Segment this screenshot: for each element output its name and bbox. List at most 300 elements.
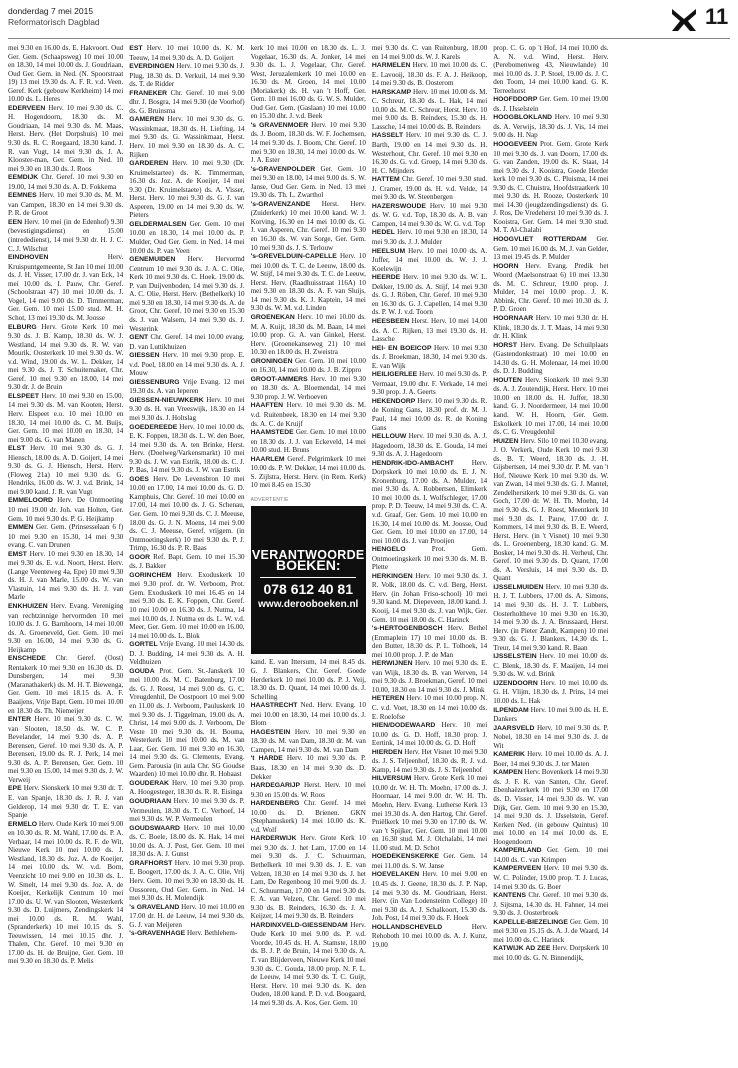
place-name: 's-GRAVENPOLDER bbox=[250, 165, 316, 173]
service-entry bbox=[8, 602, 123, 654]
service-entry bbox=[372, 852, 487, 870]
service-entry bbox=[8, 820, 123, 966]
newspaper-logo-icon bbox=[669, 5, 699, 35]
service-details: Herv. 10 mei (in de Edenhof) 9.30 (bevestigingsdienst) en 15.00 (intrededienst), 14 mei 9.30 dr. H. J. C. C. J. Wilschut bbox=[8, 217, 124, 253]
service-entry bbox=[493, 262, 608, 314]
service-details: Herv. 10 mei 9.30 ds. W. C. Polinder, 19.00 prop. T. J. Lucas, 14 mei 9.30 ds. G. Boer bbox=[493, 864, 609, 891]
service-entry bbox=[251, 728, 366, 755]
service-details: Herst. Herv. (Zuiderkerk) 10 mei 10.00 kand. W. J. Korving, 16.30 en 14 mei 10.00 ds. G. J. van Asperen, Chr. Geref. 10 mei 9.30 en 16.30 ds. W. van Sorge, Ger. Gem. 10 mei 9.30 ds. J. S. Terlouw bbox=[250, 199, 366, 252]
place-name: 's-GRAVENHAGE bbox=[129, 930, 186, 938]
place-name: GROOT-AMMERS bbox=[250, 375, 308, 383]
service-details: Vrije Evang. 12 mei 19.30 ds. A. van Ieperen bbox=[129, 377, 245, 396]
place-name: GROENEKAN bbox=[250, 313, 295, 321]
place-name: GRAFHORST bbox=[129, 859, 173, 867]
service-entry bbox=[251, 428, 366, 455]
service-entry bbox=[493, 706, 608, 724]
service-details: Herv. Sionskerk 10 mei 9.30 dr. T. E. van Spanje, 18.30 ds. J. R. J. van Gelderop, 14 mei 9.30 dr. T. E. van Spanje bbox=[8, 784, 124, 820]
service-details: Herv. 10 mei 9.30 prop. E. v.d. Poel, 18.00 en 14 mei 9.30 ds. A. J. Mouw bbox=[129, 351, 245, 378]
service-entry bbox=[8, 784, 123, 819]
service-details: Herv. 10 mei 9.30 ds. M. M. van Campen, 18.30 en 14 mei 9.30 ds. P. R. de Groot bbox=[8, 191, 124, 218]
service-details: Herv. Evang. Vereniging van rechtzinnige hervormden 10 mei 10.00 ds. J. G. Barnhoorn, 14 mei 10.00 ds. A. Groeneveld, Ger. Gem. 10 mei 9.30 en 16.00, 14 mei 9.30 ds. G. Heijkamp bbox=[8, 602, 124, 654]
advertisement-box[interactable] bbox=[251, 506, 366, 654]
place-name: HARDEGARIJP bbox=[250, 782, 301, 790]
place-name: EEMDIJK bbox=[8, 174, 39, 182]
service-details: Herv. De Levensbron 10 mei 10.00 en 17.00, 14 mei 10.00 ds. G. D. Kamphuis, Chr. Geref. 10 mei 10.00 en 17.00, 14 mei 10.00 ds. J. G. Schenau, Ger. Gem. 10 mei 9.30 ds. C. J. Meeuse, 18.00 ds. G. J. N. Moens, 14 mei 9.00 ds. C. J. Meeuse, Geref. vrijgem. (in Ontmoetingskerk) 10 mei 9.30 ds. P. J. Trimp, 16.30 ds. P. R. Baas bbox=[129, 474, 245, 553]
service-entry bbox=[251, 834, 366, 920]
place-name: GOES bbox=[129, 475, 149, 483]
service-details: Herv. 10 mei 9.30 ds. W. G. v.d. Top, 18.30 ds. A. B. van Campen, 14 mei 9.30 ds. W. G. v.d. Top bbox=[371, 201, 488, 228]
place-name: HETEREN bbox=[371, 695, 405, 703]
place-name: GOEDEREEDE bbox=[129, 423, 178, 431]
place-name: HAZERSWOUDE bbox=[371, 202, 426, 210]
place-name: ILPENDAM bbox=[493, 706, 529, 714]
service-details: Herv. 10 mei 9.30 dr. H. Klink, 18.30 ds. J. T. Maas, 14 mei 9.30 dr. H. Klink bbox=[493, 313, 609, 341]
service-details: Herv. 10 mei 9.30 ds. J. Broekman, 18.30, 14 mei 9.30 ds. E. van Wijk bbox=[371, 343, 488, 370]
service-entry bbox=[372, 624, 487, 659]
service-entry bbox=[372, 370, 487, 397]
service-details: Vrije Evang. 10 mei 14.30 ds. D. J. Budding, 14 mei 9.30 ds. A. H. Veldhuizen bbox=[129, 640, 245, 667]
service-entry bbox=[493, 724, 608, 751]
service-entry bbox=[493, 376, 608, 437]
service-details: Herv. Exoduskerk 10 mei 9.30 prof. dr. W. Verboom, Prot. Gem. Exoduskerk 10 mei 16.45 en 14 mei 9.30 ds. E. K. Foppen, Chr. Geref. 10 mei 10.00 en 16.30 ds. J. Nutma, 14 mei 10.00 ds. J. Nutma en ds. L. W. v.d. Meer, Ger. Gem. 10 mei 10.00 en 16.00, 14 mei 10.00 ds. L. Blok bbox=[129, 570, 245, 640]
service-details: Herv. 10 mei 9.00 en 10.45 ds. J. Geene, 18.30 ds. J. P. Nap, 14 mei 9.30 ds. M. Goudriaan, Herst. Herv. (in Van Lodensteinn College) 10 mei 9.30 ds. A. J. Schalkoort, 15.30 ds. Joh. Post, 14 mei 9.30 ds. F. Hoek bbox=[371, 870, 488, 923]
service-entry bbox=[251, 357, 366, 375]
service-details: Herv. 10 mei 9.30 (Dr. Kruimelstartee) ds. K. Timmerman, 16.30 ds. Joz. A. de Koeijer, 14 mei 9.30 (Dr. Kruimelstaete) ds. A. Visser, Herst. Herv. 10 mei 9.30 ds. G. J. van Asperen, 19.00 en 14 mei 9.30 ds. W. Pieters bbox=[129, 159, 245, 220]
place-name: EMST bbox=[8, 550, 27, 558]
service-entry bbox=[8, 444, 123, 496]
service-details: Herv. 10 mei 9.30 ds. P. Nobel, 18.30 en 14 mei 9.30 ds. J. de Wit bbox=[493, 723, 609, 750]
ad-headline: VERANTWOORDE bbox=[251, 547, 365, 562]
text-column bbox=[493, 44, 608, 1062]
service-details: Herv. Het Visnet 10 mei 9.30 ds. J. S. Teljeenhof, 18.30 ds. R. J. v.d. Kamp, 14 mei 9.30 ds. J. S. Teljeenhof bbox=[371, 747, 488, 774]
text-column bbox=[372, 44, 487, 1062]
place-name: HOOGEVEEN bbox=[493, 141, 537, 149]
service-entry bbox=[493, 140, 608, 235]
service-entry bbox=[129, 89, 244, 116]
service-entry bbox=[8, 392, 123, 444]
service-details: prop. C. G. op 't Hof, 14 mei 10.00 ds. A. N. v.d. Wind, Herst. Herv. (Perebomenweg 43, Nieuwlande) 10 mei 10.00 ds. J. P. Stoel, 19.00 ds. J. C. den Toom, 14 mei 10.00 kand. G. K. Terreehorst bbox=[493, 44, 609, 95]
service-details: Herv. 10 mei 9.30 ds. G. Wassinkmaat, 18.30 ds. H. Liefting, 14 mei 9.30 ds. G. Wassinkmaat, Herst. Herv. 10 mei 9.30 en 18.30 ds. A. C. Rijken bbox=[129, 115, 245, 159]
place-name: ENKHUIZEN bbox=[8, 603, 48, 610]
service-details: Herv. 10 mei 9.30 ds. M. v.d. Ruitenbeek, 18.30 en 14 mei 9.30 ds. A. C. de Kruijf bbox=[250, 401, 366, 428]
service-entry bbox=[129, 903, 244, 930]
service-entry bbox=[372, 131, 487, 175]
service-details: Herv. Dorpskerk 10 mei 10.00 ds. E. J. N. Kronenburg, 17.00 ds. A. Mulder, 14 mei 9.30 ds. A. Robbertsen, Elimkerk 10 mei 10.00 ds. I. Wolfschleger, 17.00 prop. P. D. Teeuw, 14 mei 9.30 ds. C. A. v.d. Graaf, Ger. Gem. 10 mei 10.00 en 16.30, 14 mei 10.00 ds. M. Joosse, Oud Ger. Gem. 10 mei 10.00 en 17.00, 14 mei 10.00 ds. J. van Prooijen bbox=[371, 458, 488, 545]
place-name: IJSSELSTEIN bbox=[493, 653, 537, 661]
place-name: GENT bbox=[129, 334, 149, 342]
service-entry bbox=[129, 423, 244, 475]
place-name: GAMEREN bbox=[129, 116, 165, 124]
service-details: Ger. Gem. 14 mei 11.00 ds. S. W. Janse bbox=[371, 852, 488, 870]
place-name: EINDHOVEN bbox=[8, 254, 49, 262]
service-details: Herv. Dorpskerk 10 mei 10.00 ds. G. N. Binnendijk, bbox=[493, 944, 609, 962]
service-entry bbox=[129, 640, 244, 667]
service-entry bbox=[372, 870, 487, 922]
service-details: Herv. Grote Kerk 10 mei 9.30 ds. J. B. Kamp, 18.30 ds. W. J. Westland, 14 mei 9.30 ds. R. W. van Mourik, Oosterkerk 10 mei 9.30 ds. W. v.d. Wind, 19.00 ds. W. L. Dekker, 14 mei 9.30 ds. J. T. Schuitemaker, Chr. Geref. 10 mei 9.30 en 18.00, 14 mei 9.30 dr. J. de Bruin bbox=[8, 322, 124, 392]
place-name: GOUDRIAAN bbox=[129, 798, 172, 806]
place-name: GIESSENBURG bbox=[129, 378, 180, 386]
header-date: donderdag 7 mei 2015 bbox=[8, 6, 94, 16]
service-entry bbox=[8, 104, 123, 173]
service-entry bbox=[8, 191, 123, 218]
service-entry bbox=[493, 652, 608, 679]
text-column bbox=[8, 44, 123, 1062]
service-details: Herv. Rehoboth 10 mei 10.00 ds. A. J. Kunz, 19.00 bbox=[371, 922, 488, 949]
service-entry bbox=[251, 165, 366, 200]
service-details: kerk 10 mei 10.00 en 18.30 ds. L. J. Vogelaar, 16.30 ds. A. Jonker, 14 mei 9.30 ds. L. J. Vogelaar, Chr. Geref. West, Jeruzalemkerk 10 mei 10.00 en 16.30 ds. M. Groen, 14 mei 10.00 (Moriakerk) ds. H. van 't Hoff, Ger. Gem. 10 mei 16.00 ds. G. W. S. Mulder, Oud Ger. Gem. (Gaslaan) 10 mei 10.00 en 15.30 dhr. J. v.d. Beek bbox=[250, 44, 366, 121]
service-entry bbox=[251, 252, 366, 313]
place-name: HOORN bbox=[493, 262, 519, 270]
service-details: Herv. 10 mei 9.30 ds. J. R. Volk, 18.00 ds. C. v.d. Berg, Herst. Herv. (in Johan Friso-school) 10 mei 9.30 kand. M. Diepeveen, 18.00 kand. J. Kooij, 14 mei 9.30 ds. J. van Wijk, Ger. Gem. 10 mei 18.00 ds. C. Harinck bbox=[371, 571, 488, 624]
service-entry bbox=[493, 113, 608, 140]
service-entry bbox=[372, 273, 487, 317]
service-details: Herv. Oude Kerk 10 mei 9.00 ds. P. v.d. Voorde, 10.45 ds. H. A. Stamste, 18.00 ds. B. J. P. de Bruin, 14 mei 9.30 ds. A. T. van Blijderveen, Nieuwe Kerk 10 mei 9.30 ds. C. Gouda, 18.00 prop. N. F. L. de Leeuw, 14 mei 9.30 ds. T. C. Guijt, Herst. Herv. 10 mei 9.30 ds. K. den Ouden, 18.00 kand. P. D. v.d. Boogaard, 14 mei 9.30 ds. A. Kos, Ger. Gem. 10 bbox=[250, 920, 366, 1007]
service-details: Herv. 10 mei 10.00 en 17.00 dr. H. de Leeuw, 14 mei 9.30 ds. G. J. van Meijeren bbox=[129, 902, 245, 929]
service-details: Ger. Gem. 10 mei 14.00 ds. C. van Krimpen bbox=[493, 846, 609, 864]
service-entry bbox=[8, 715, 123, 784]
service-details: Herv. Bovenkerk 14 mei 9.30 ds. J. F. K. van Santen, Chr. Geref. Ebenhaëzerkerk 10 mei 9.30 en 17.00 ds. D. Visser, 14 mei 9.30 ds. W. van Dijk, Ger. Gem. 10 mei 9.30 en 15.30, 14 mei 9.30 ds. J. IJsselstein, Geref. Kerken Ned. (in gebouw Quintus) 10 mei 10.00 en 14 mei 10.00 ds. E. Hoogendoorn bbox=[493, 768, 609, 846]
place-name: GORINCHEM bbox=[129, 571, 172, 579]
service-details: Herv. 10 mei 9.30 en 18.30 ds. M. van Dam, 18.30 dr. M. van Campen, 14 mei 9.30 ds. M. van Dam bbox=[250, 727, 366, 754]
service-entry bbox=[251, 455, 366, 490]
service-entry bbox=[493, 44, 608, 95]
service-details: kand. E. van Ittersum, 14 mei 8.45 ds. G. J. Blankers, Chr. Geref. Goede Herderkerk 10 mei 10.00 ds. P. J. Veij, 18.30 ds. D. Quant, 14 mei 10.00 ds. J. Schelling bbox=[250, 658, 366, 701]
service-details: Chr. Geref. 10 mei 9.30 en 19.00, 14 mei 9.30 ds. A. D. Fokkema bbox=[8, 173, 124, 191]
place-name: KAMERIK bbox=[493, 751, 525, 759]
service-details: Herst. Herv. 10 mei 9.30 en 15.00 ds. W. Roos bbox=[250, 781, 366, 799]
service-entry bbox=[129, 779, 244, 797]
place-name: HARDERWIJK bbox=[250, 835, 297, 843]
service-entry bbox=[129, 667, 244, 779]
place-name: EPE bbox=[8, 785, 22, 793]
place-name: GRONINGEN bbox=[250, 357, 293, 365]
service-entry bbox=[251, 375, 366, 402]
place-name: GELDERMALSEN bbox=[129, 220, 187, 228]
service-details: Herv. 10 mei 10.00 ds. T. C. de Leeuw, 18.00 ds. W. Stijf, 14 mei 9.30 ds. T. C. de Leeuw, Herst. Herv. (Raadhuisstraat 116A) 10 mei 9.30 en 18.30 ds. A. F. van Sluijs, 14 mei 9.30 ds. K. J. Kaptein, 14 mei 9.30 ds. W. M. v.d. Linden bbox=[250, 252, 366, 313]
service-entry bbox=[372, 659, 487, 694]
service-entry bbox=[129, 475, 244, 553]
service-entry bbox=[372, 774, 487, 852]
service-details: Herv. 10 mei 9.30 ds. C. H. Hogendoorn, 18.30 ds. M. Goudriaan, 14 mei 9.30 ds. M. Maas, Herst. Herv. (Het Dorpshuis) 10 mei 9.30 ds. R. C. Roegaard, 18.30 kand. J. R. van Vugt, 14 mei 9.30 ds. J. A. Klooster-man, Ger. Gem. in Ned. 10 mei 9.30 en 18.30 ds. J. Roos bbox=[8, 103, 124, 173]
service-details: Herv. 10 mei 9.30 prop. E. Boogert, 17.00 ds. J. A. C. Olie, Vrij Herv. Gem. 10 mei 9.30 en 18.30 ds. H. Oussoren, Oud Ger. Gem. in Ned. 14 mei 9.30 ds. H. Molendijk bbox=[129, 858, 245, 903]
place-name: HOEDEKENSKERKE bbox=[371, 853, 439, 861]
service-entry bbox=[251, 754, 366, 781]
service-entry bbox=[129, 571, 244, 640]
place-name: 's-GRAVENZANDE bbox=[250, 200, 311, 208]
service-entry bbox=[493, 583, 608, 652]
service-details: Chr. Geref. (Oost) Rentakerk 10 mei 9.30 en 16.30 ds. D. Dunsbergen, 14 mei 9.30 (Maranathakerk) ds. M. H. T. Biewenga, Ger. Gem. 10 mei 18.15 ds. A. F. Baaijens, Vrije Bapt. Gem. 10 mei 10.00 en 18.30 ds. Th. Niemeijer bbox=[8, 654, 124, 715]
place-name: HORST bbox=[493, 341, 517, 349]
service-details: Herv. 10 mei 10.00 prop. N. C. v.d. Voet, 18.30 en 14 mei 10.00 ds. E. Roelofse bbox=[371, 694, 488, 721]
place-name: GOUDERAK bbox=[129, 779, 169, 787]
service-entry bbox=[8, 550, 123, 602]
place-name: ELBURG bbox=[8, 323, 37, 331]
place-name: EST bbox=[129, 45, 143, 52]
service-entry bbox=[372, 694, 487, 721]
place-name: ELSPEET bbox=[8, 392, 39, 400]
service-entry bbox=[372, 61, 487, 88]
place-name: IJZENDOORN bbox=[493, 679, 538, 687]
service-details: Herv. 10 mei 10.00 ds. A. J. Boer, 14 mei 9.30 ds. J. ter Maten bbox=[493, 750, 609, 768]
place-name: GOUDA bbox=[129, 667, 155, 675]
place-name: ENSCHEDE bbox=[8, 655, 46, 663]
advertisement bbox=[251, 496, 366, 655]
service-details: Herv. Bethlehem- bbox=[186, 929, 238, 938]
place-name: HAASTRECHT bbox=[250, 702, 298, 710]
service-entry bbox=[493, 679, 608, 706]
service-details: Herv. Kruispuntgemeente, St Jan 10 mei 10.00 ds. J. H. Visser, 17.00 dr. J. van Eck, 14 mei 10.00 ds. I. Pauw, Chr. Geref. (Schoolstraat 47) 10 mei 10.00 ds. J. Vogel, 14 mei 9.00 ds. D. Timmerman, Ger. Gem. 10 mei 15.00 stud. M. H. Schot, 13 mei 19.30 ds. M. Joosse bbox=[8, 253, 124, 322]
service-details: Ger. Gem. 10 mei 16.00 ds. M. J. van Gelder, 13 mei 19.45 ds. P. Mulder bbox=[493, 235, 609, 262]
service-details: Herv. 10 mei 10.00 ds. C. Blenk, 18.30 ds. F. Maaijen, 14 mei 9.30 ds. W. v.d. Brink bbox=[493, 652, 609, 679]
service-details: Chr. Geref. 10 mei 9.30 stud. J. Cramer, 19.00 ds. H. v.d. Velde, 14 mei 9.30 ds. W. Steenbergen bbox=[371, 175, 488, 202]
place-name: GIESSEN-NIEUWKERK bbox=[129, 396, 204, 404]
place-name: KATWIJK AD ZEE bbox=[493, 945, 551, 953]
service-entry bbox=[8, 654, 123, 715]
service-entry bbox=[129, 797, 244, 824]
page-header bbox=[0, 0, 738, 44]
service-entry bbox=[251, 701, 366, 728]
place-name: IJSSELMUIDEN bbox=[493, 583, 544, 591]
service-details: Ned. Herv. Evang. 10 mei 10.00 en 18.30, 14 mei 10.00 ds. J. Blom bbox=[250, 701, 366, 728]
service-entry bbox=[493, 314, 608, 341]
service-details: Prot. Gem. Ontmoetingskerk 10 mei 9.30 ds. M. B. Plette bbox=[371, 545, 488, 572]
place-name: HAAMSTEDE bbox=[250, 429, 294, 437]
service-details: Prot. Gem. Grote Kerk 10 mei 9.30 ds. J. van Doorn, 17.00 ds. G. van Zanden, 19.00 ds. K. Staat, 14 mei 9.30 ds. J. Kooistra, Goede Herder kerk 10 mei 9.30 ds. C. Pluisma, 14 mei 9.30 ds. C. Chuistra, Hoofdstraatkerk 10 mei 9.30 ds. H. Rooze, Oosterkerk 10 mei 14.30 (jeugdzendingsdienst) ds. G. J. Ros, De Vredeherst 10 mei 9.30 ds. J. Kooistra, Ger. Gem. 14 mei 9.30 stud. M. T. Al-Chalabi bbox=[493, 140, 609, 235]
service-details: Herv. 10 mei 9.30 prop. A. Hoogesteger, 18.30 ds. R. R. Eisinga bbox=[129, 778, 245, 797]
service-details: Ger. Gem. 10 mei 9.30 en 18.00, 14 mei 9.00 ds. S. W. Janse, Oud Ger. Gem. in Ned. 13 mei 19.30 ds. Th. L. Zwarthol bbox=[250, 164, 366, 200]
service-entry bbox=[251, 401, 366, 428]
service-entry bbox=[493, 750, 608, 768]
ad-subheadline: BOEKEN: bbox=[275, 557, 341, 574]
place-name: HOORNAAR bbox=[493, 314, 534, 322]
place-name: HUIZEN bbox=[493, 437, 519, 445]
place-name: HARMELEN bbox=[371, 62, 411, 70]
place-name: HARSKAMP bbox=[371, 88, 412, 96]
service-entry bbox=[372, 344, 487, 371]
service-entry bbox=[129, 929, 244, 939]
page-number: 11 bbox=[705, 4, 729, 29]
service-details: Herv. 10 mei 9.30 ds. A. J. Hagedoorn, 18.30 ds. E. Gouda, 14 mei 9.30 ds. A. J. Hagedoorn bbox=[371, 432, 488, 459]
service-entry bbox=[493, 95, 608, 113]
service-details: mei 9.30 en 16.00 ds. E. Hakvoort. Oud Ger. Gem. (Schaapsweg) 10 mei 10.00 en 18.30, 14 mei 10.00 ds. J. Goudriaan, Oud Ger. Gem. in Ned. (N. Spoorstraat 19) 13 mei 19.30 ds. A. F. R. v.d. Veen. Geref. Kerk (gebouw Kerkheim) 14 mei 10.00 ds. L. Heres bbox=[8, 44, 124, 104]
service-entry bbox=[251, 121, 366, 165]
place-name: KAMPERLAND bbox=[493, 847, 542, 855]
service-details: Herv. 10 mei 9.30 ds. H. van Vreeswijk, 18.30 en 14 mei 9.30 ds. J. Holtslag bbox=[129, 395, 245, 422]
place-name: HEDEL bbox=[371, 229, 395, 237]
place-name: HILVERSUM bbox=[371, 775, 412, 783]
service-entry bbox=[129, 859, 244, 903]
service-entry bbox=[493, 944, 608, 962]
service-entry bbox=[493, 235, 608, 262]
service-details: Ger. Gem. 10 mei 10.00 en 18.30, 14 mei 10.00 ds. P. Mulder, Oud Ger. Gem. in Ned. 14 mei 10.00 ds. P. van Veen bbox=[129, 219, 245, 255]
service-entry bbox=[8, 496, 123, 523]
place-name: HELLOUW bbox=[371, 433, 407, 441]
place-name: EEN bbox=[8, 218, 22, 226]
place-name: KAMPERVEEN bbox=[493, 865, 542, 873]
text-column bbox=[251, 44, 366, 1062]
service-entry bbox=[129, 220, 244, 255]
place-name: GOOR bbox=[129, 553, 151, 561]
service-details: Chr. Geref. 14 mei 10.00 evang. D. van Luttikhuizen bbox=[129, 333, 245, 351]
place-name: HERKINGEN bbox=[371, 572, 413, 580]
place-name: JAARSVELD bbox=[493, 724, 535, 732]
place-name: EMMEN bbox=[8, 524, 34, 532]
service-entry bbox=[493, 864, 608, 891]
service-entry bbox=[129, 255, 244, 333]
service-details: mei 9.30 ds. C. van Ruitenburg, 18.00 en 14 mei 9.00 ds. W. J. Karels bbox=[371, 44, 488, 61]
service-details: Herv. 10 mei 9.30 ds. P. Vermeulen, 18.30 ds. T. C. Verhoef, 14 mei 9.30 ds. W. P. Vermeulen bbox=[129, 797, 245, 824]
service-details: Herv. 10 mei 10.00 ds. E. K. Foppen, 18.30 ds. L. W. den Boer, 14 mei 9.30 ds. A. ten Brinke, Herst. Herv. (Doelweg/Varkensmarkt) 10 mei 9.30 ds. J. W. van Estrik, 18.00 ds. C. J. P. Bas, 14 mei 9.30 ds. J. W. van Estrik bbox=[129, 422, 245, 475]
service-entry bbox=[251, 658, 366, 701]
service-entry bbox=[129, 44, 244, 62]
service-details: Geref. Pelgrimkerk 10 mei 10.00 ds. P. W. Dekker, 14 mei 10.00 ds. S. Zijlstra, Herst. Herv. (in Rem. Kerk) 10 mei 8.45 en 15.30 bbox=[250, 454, 366, 490]
service-details: Herv. 10 mei 9.30 ds. C. W. van Slooten, 18.50 ds. W. C. P. Bevelander, 14 mei 9.30 ds. A. P. Berensen, Geref. 10 mei 9.30 ds. A. P. Berensen, 19.00 ds. R. J. Perk, 14 mei 9.30 ds. A. P. Berensen, Ger. Gem. 10 mei 9.30 en 15.00, 14 mei 9.30 ds. J. W. Verweij bbox=[8, 715, 124, 784]
place-name: KAMPEN bbox=[493, 769, 523, 777]
place-name: HATTEM bbox=[371, 176, 400, 184]
service-entry bbox=[251, 313, 366, 357]
header-newspaper-name: Reformatorisch Dagblad bbox=[8, 17, 100, 27]
service-details: Herv. Grote Kerk 10 mei 9.30 ds. J. het Lam, 17.00 en 14 mei 9.30 ds. J. C. Schuurman, Bethelkerk 10 mei 9.30 ds. J. E. van Velzen, 18.30 en 14 mei 9.30 ds. J. het Lam, De Regenboog 10 mei 9.00 ds. J. C. Schuurman, 17.00 en 14 mei 9.30 ds. F. A. van Velzen, Chr. Geref. 10 mei 9.30 ds. B. Reinders, 16.30 ds. J. A. Keijzer, 14 mei 9.30 ds. B. Reinders bbox=[250, 834, 366, 921]
service-entry bbox=[372, 397, 487, 432]
place-name: HOLLANDSCHEVELD bbox=[371, 923, 443, 931]
service-details: Ger. Gem. 10 mei 9.30 en 15.15 ds. A. J. de Waard, 14 mei 10.00 ds. C. Harinck bbox=[493, 917, 609, 944]
place-name: HEKENDORP bbox=[371, 397, 416, 405]
service-entry bbox=[372, 247, 487, 274]
service-entry bbox=[8, 253, 123, 322]
service-entry bbox=[129, 115, 244, 159]
service-details: Herv. 10 mei 9.30 ds. P. Vermaat, 19.00 dhr. F. Verkade, 14 mei 9.30 prop. J. A. Geerts bbox=[371, 370, 488, 397]
service-details: Herv. 10 mei 9.30 ds. H. J. T. Lubbers, 17.00 ds. A. Simons, 14 mei 9.30 ds. H. J. T. Lubbers, Oosterholtheve 10 mei 9.30 en 16.30, 14 mei 9.30 ds. J. A. Brussaard, Herst. Herv. (in Pieter Zandt, Kampen) 10 mei 9.30 ds. G. J. Blankers, 14.30 ds. L. Treur, 14 mei 9.30 kand. R. Baan bbox=[493, 582, 609, 652]
service-details: Herv. 10 mei 9.30 en 18.30, 14 mei 9.30 ds. J. J. Mulder bbox=[371, 228, 488, 247]
header-divider bbox=[8, 38, 730, 39]
place-name: HAGESTEIN bbox=[250, 728, 291, 736]
service-entry bbox=[251, 781, 366, 799]
service-details: Herv. 10 mei 9.30 ds. G. J. Hiensch, 18.00 ds. A. D. Goijert, 14 mei 9.30 ds. G. J. Hiensch, Herst. Herv. (Floweg 21a) 10 mei 9.30 ds. G. Hendriks, 16.00 ds. W. J. v.d. Brink, 14 mei 9.00 kand. J. R. van Vugt bbox=[8, 444, 124, 496]
service-details: Herv. 10 mei 9.30 en 18.30 ds. A. Bloemendal, 14 mei 9.30 prop. J. W. Verhoeven bbox=[250, 374, 366, 401]
service-entry bbox=[129, 824, 244, 859]
service-entry bbox=[251, 44, 366, 121]
place-name: HEILIGERLEE bbox=[371, 371, 418, 379]
place-name: HERWIJNEN bbox=[371, 660, 413, 668]
service-entry bbox=[372, 432, 487, 459]
place-name: 't HARDE bbox=[250, 755, 283, 763]
service-details: Herv. 10 mei 9.30 en 15.00, 14 mei 9.30 ds. M. van Kooten, Herst. Herv. Elspeet e.o. 10 mei 10.00 en 18.30, 14 mei 10.00 ds. C. M. Buijs, Ger. Gem. 10 mei 10.00 en 18.30, 14 mei 9.00 ds. G. van Manen bbox=[8, 391, 124, 444]
service-entry bbox=[129, 351, 244, 378]
service-details: Herv. 10 mei 9.30 ds. J. Plug, 18.30 ds. D. Verkuil, 14 mei 9.30 ds. T. de Ridder bbox=[129, 62, 245, 89]
service-entry bbox=[493, 437, 608, 583]
place-name: ELST bbox=[8, 445, 26, 453]
service-details: Herv. Silo 10 mei 10.30 evang. J. O. Verkerk, Oude Kerk 10 mei 9.30 ds. B. T. Weerd, 18.30 ds. J. H. Gijsbertsen, 14 mei 9.30 dr. P. M. van 't Hof, Nieuwe Kerk 10 mei 9.30 ds. W. van Zwan, 14 mei 9.30 ds. G. J. Mantel, Zendelherstkerk 10 mei 9.30 ds. G. van Goch, 17.00 dr. W. H. Th. Moehn, 14 mei 9.30 ds. G. J. Roest, Meentkerk 10 mei 9.30 ds. I. Pauw, 17.00 dr. J. Kommers, 14 mei 9.30 ds. B. E. Weerd, Herst. Herv. (in 't Visnet) 10 mei 9.30 ds. L. Groenenberg, 18.30 kand. G. M. Bosker, 14 mei 9.30 ds. H. Verheul, Chr. Geref. 10 mei 9.30 ds. D. Quant, 17.00 ds. A. Versluis, 14 mei 9.30 ds. D. Quant bbox=[493, 436, 609, 583]
place-name: HASSELT bbox=[371, 132, 404, 140]
service-entry bbox=[372, 175, 487, 202]
service-entry bbox=[493, 341, 608, 376]
service-details: Herv. 10 mei 9.30 ds. A. Verwijs, 18.30 ds. J. Vis, 14 mei 9.00 ds. H. Nap bbox=[493, 113, 609, 140]
service-details: Herv. 10 mei 10.00 ds. A. Juffer, 14 mei 10.00 ds. W. J. J. Koelewijn bbox=[371, 246, 488, 273]
place-name: HARDENBERG bbox=[250, 800, 300, 808]
service-entry bbox=[8, 523, 123, 550]
service-entry bbox=[372, 545, 487, 572]
service-details: Chr. Geref. 14 mei 10.00 ds. D. Brienen. GKN (Stephanuskerk) 14 mei 10.00 ds. K. v.d. Wolf bbox=[250, 799, 366, 834]
service-details: Herv. 10 mei 9.30 ds. R. de Koning Gans, 18.30 prof. dr. M. J. Paul, 14 mei 10.00 ds. R. de Koning Gans bbox=[371, 396, 488, 432]
service-entry bbox=[372, 459, 487, 545]
service-details: Ger. Gem. 10 mei 10.00 en 18.30 ds. J. J. van Eckeveld, 14 mei 10.00 stud. H. Bruns bbox=[250, 428, 366, 455]
service-entry bbox=[372, 923, 487, 950]
place-name: KANTENS bbox=[493, 892, 527, 900]
service-entry bbox=[251, 921, 366, 1007]
place-name: ERMELO bbox=[8, 820, 38, 828]
service-entry bbox=[493, 846, 608, 864]
place-name: HENGELO bbox=[371, 546, 406, 554]
service-details: Herv. 10 mei 9.30 ds. P. Baas, 18.30 en 14 mei 9.30 ds. D. Dekker bbox=[250, 754, 366, 781]
place-name: HAARLEM bbox=[250, 455, 285, 463]
service-entry bbox=[8, 173, 123, 191]
ad-divider bbox=[260, 577, 356, 578]
service-details: Herv. 10 mei 10.00 ds. K. M. Teeuw, 14 mei 9.30 ds. A. D. Goijert bbox=[129, 44, 245, 62]
place-name: HOOGVLIET ROTTERDAM bbox=[493, 236, 587, 244]
service-details: Ger. Gem. 10 mei 10.00 en 16.30, 14 mei 10.00 ds. J. B. Zippro bbox=[250, 356, 366, 375]
service-details: Chr. Geref. 10 mei 9.00 dhr. J. Bosgra, 14 mei 9.30 (de Voorhof) ds. G. Bruinsma bbox=[129, 88, 245, 115]
place-name: HOOGBLOKLAND bbox=[493, 114, 553, 122]
text-column bbox=[129, 44, 244, 1062]
place-name: HIERDEN bbox=[371, 748, 403, 756]
place-name: FRANEKER bbox=[129, 89, 168, 97]
service-entry bbox=[372, 44, 487, 61]
service-entry bbox=[251, 200, 366, 252]
service-details: Herv. 10 mei 9.30 en 18.30, 14 mei 9.30 ds. E. v.d. Noort, Herst. Herv. (Lange Veenteweg 4a, Epe) 10 mei 9.30 ds. H. J. van Marle, 15.00 ds. W. van Vlastuin, 14 mei 9.30 ds. H. J. van Marle bbox=[8, 549, 124, 602]
place-name: HOOFDDORP bbox=[493, 96, 538, 104]
church-services-listing bbox=[8, 44, 730, 1062]
service-entry bbox=[493, 891, 608, 918]
service-entry bbox=[129, 62, 244, 89]
service-details: Herv. 10 mei 9.30 ds. E. van Wijk, 18.30 ds. B. van Werven, 14 mei 9.30 ds. J. Broekman, Geref. 10 mei 10.00, 18.30 en 14 mei 9.30 ds. J. Mink bbox=[371, 659, 488, 694]
place-name: GORTEL bbox=[129, 641, 158, 649]
place-name: GARDEREN bbox=[129, 160, 169, 168]
service-details: Herv. Hervormd Centrum 10 mei 9.30 ds. J. A. C. Olie, Kerk 10 mei 9.30 ds. C. Hoek. 19.00 ds. P. van Duijvenboden, 14 mei 9.30 ds. J. A. C. Olie, Herst. Herv. (Bethelkerk) 10 mei 9.30 en 18.30, 14 mei 9.30 ds. A. de Groot, Chr. Geref. 10 mei 9.30 en 15.30 ds. J. van Walsem, 14 mei 9.30 ds. J. Westerink bbox=[129, 255, 245, 333]
place-name: HARDINXVELD-GIESSENDAM bbox=[250, 921, 348, 929]
place-name: HEERDE bbox=[371, 274, 401, 282]
service-details: Herv. 10 mei 9.30 ds. C. J. Barth, 19.00 en 14 mei 9.30 ds. H. Westerhout, Chr. Geref. 10 mei 9.30 en 16.30 ds. G. v.d. Groep, 14 mei 9.30 ds. H. C. Mijnders bbox=[371, 131, 488, 175]
service-entry bbox=[129, 333, 244, 351]
place-name: 's GRAVENMOER bbox=[250, 121, 309, 129]
place-name: EVERDINGEN bbox=[129, 63, 175, 71]
service-details: Herv. Bethel (Emmaplein 17) 10 mei 10.00 ds. B. den Butter, 18.30 ds. P. L. Tolhoek, 14 mei 10.00 prop. J. P. de Man bbox=[371, 624, 488, 659]
service-entry bbox=[129, 396, 244, 423]
service-entry bbox=[129, 159, 244, 220]
service-details: Herv. 10 mei 9.30 ds. J. Boom, 18.30 ds. W. F. Jochemsen, 14 mei 9.30 ds. J. Boom, Chr. Geref. 10 mei 9.30 en 18.30, 14 mei 10.00 ds. W. J. A. Ester bbox=[250, 120, 366, 165]
service-entry bbox=[372, 572, 487, 624]
advertisement-label: ADVERTENTIE bbox=[250, 496, 289, 503]
place-name: HIEN/DODEWAARD bbox=[371, 722, 436, 730]
place-name: EDERVEEN bbox=[8, 104, 46, 112]
place-name: EMMELOORD bbox=[8, 497, 53, 505]
place-name: HOEVELAKEN bbox=[371, 871, 420, 879]
place-name: HOUTEN bbox=[493, 376, 522, 384]
service-details: Ger. Gem. (Prinsesselaan 6 f) 10 mei 9.30 en 15.30, 14 mei 9.30 evang. C. van Drunen bbox=[8, 523, 124, 550]
service-entry bbox=[372, 228, 487, 246]
service-details: Ref. Bapt. Gem. 10 mei 15.30 ds. J. Bakker bbox=[129, 552, 245, 571]
place-name: GOUDSWAARD bbox=[129, 824, 180, 832]
service-details: Ger. Gem. 10 mei 19.00 ds. J. IJsselstein bbox=[493, 95, 609, 113]
service-entry bbox=[372, 88, 487, 132]
service-details: Herv. 10 mei 10.00 ds. G. H. Vlijm, 18.30 ds. J. Prins, 14 mei 10.00 ds. L. Hak bbox=[493, 678, 609, 706]
service-details: Herst. Herv. 10 mei 14.00 ds. A. C. Rijken, 13 mei 19.30 ds. H. Lassche bbox=[371, 316, 488, 344]
service-details: Herv. 10 mei 10.00 ds. C. E. Lavooij, 18.30 ds. F. A. J. Heikoop, 14 mei 9.30 ds. B. Oosterom bbox=[371, 61, 488, 88]
place-name: HEESBEEN bbox=[371, 317, 410, 325]
service-details: Herv. 10 mei 10.00 ds. M. C. Schreur, 18.30 ds. L. Hak, 14 mei 10.00 ds. M. C. Schreur, Herst. Herv. 10 mei 9.00 ds. B. Reinders, 15.30 ds. H. Lassche, 14 mei 10.00 ds. B. Reinders bbox=[371, 87, 488, 131]
service-entry bbox=[372, 317, 487, 344]
service-details: Prot. Gem. St.-Janskerk 10 mei 10.00 ds. M. C. Batenburg, 17.00 ds. G. J. Roest, 14 mei 9.00 ds. G. C. Vreugdenhil, De Oostpoort 10 mei 9.00 en 11.00 ds. J. Verboom, Pauluskerk 10 mei 9.30 ds. J. Tiggelman, 19.00 ds. A. Christ, 14 mei 9.00 ds. J. Verboom, De Veste 10 mei 9.30 ds. H. Bouma, Westerkerk 10 mei 10.00 ds. M. van Laar, Ger. Gem. 10 mei 9.30 en 16.30, 14 mei 9.30 ds. G. Clements, Evang. Gem. Parousia (in aula Chr. SG Goudse Waarden) 10 mei 10.00 dhr. R. Hobaast bbox=[129, 666, 245, 779]
place-name: 's-GREVELDUIN-CAPELLE bbox=[250, 253, 337, 261]
